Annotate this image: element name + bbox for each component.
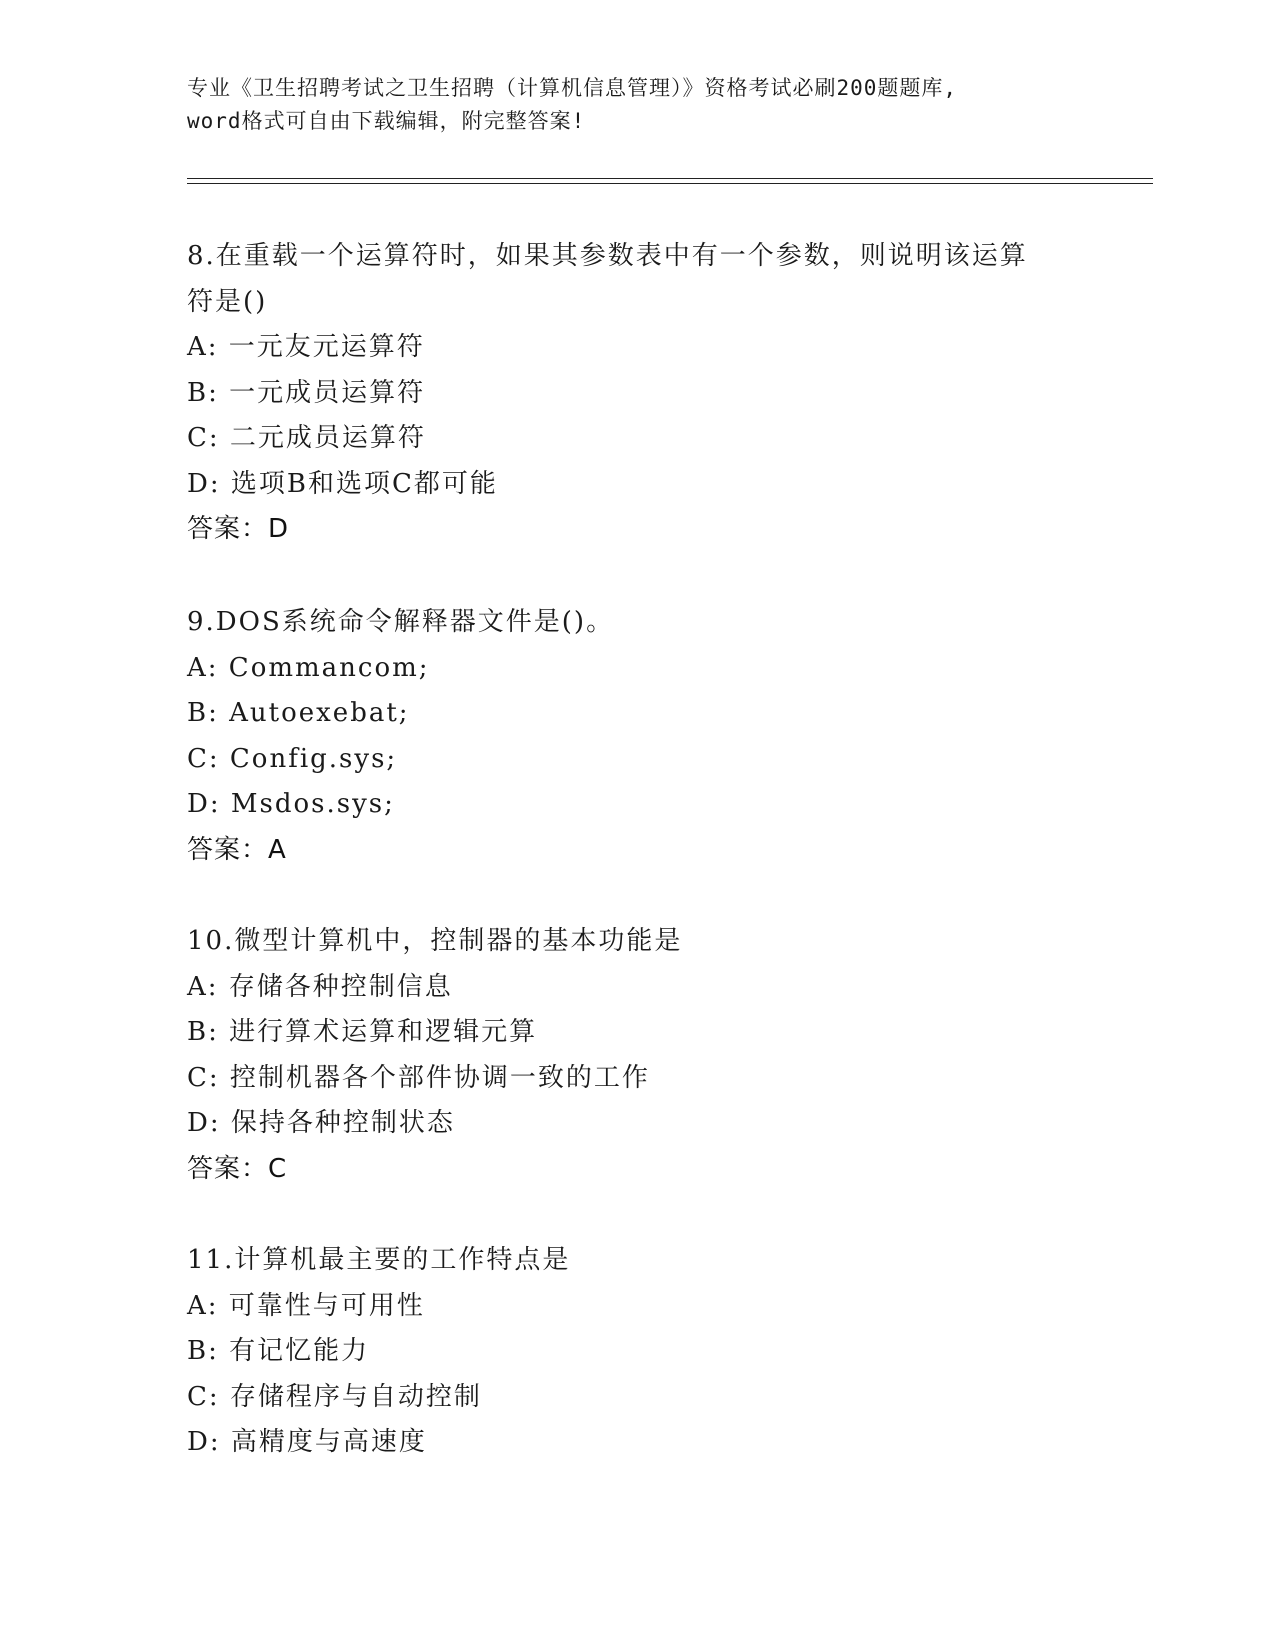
option-c: C: 控制机器各个部件协调一致的工作 bbox=[187, 1062, 650, 1093]
question-stem-line: 10.微型计算机中，控制器的基本功能是 bbox=[187, 926, 683, 956]
header-divider-top bbox=[187, 178, 1153, 179]
option-c: C: 二元成员运算符 bbox=[187, 423, 426, 453]
header-line-1: 专业《卫生招聘考试之卫生招聘（计算机信息管理）》资格考试必刷200题题库, bbox=[187, 76, 958, 100]
question-10 bbox=[187, 919, 1087, 1192]
header-line-2: word格式可自由下载编辑，附完整答案! bbox=[187, 109, 586, 133]
answer-label: 答案：D bbox=[187, 514, 290, 544]
option-d: D: Msdos.sys; bbox=[187, 789, 395, 819]
option-d: D: 保持各种控制状态 bbox=[187, 1108, 455, 1138]
question-8 bbox=[187, 234, 1087, 553]
question-stem-line: 9.DOS系统命令解释器文件是()。 bbox=[187, 607, 615, 637]
option-b: B: Autoexebat; bbox=[187, 698, 410, 728]
question-11 bbox=[187, 1238, 1087, 1466]
answer-label: 答案：C bbox=[187, 1153, 288, 1184]
option-b: B: 一元成员运算符 bbox=[187, 377, 426, 408]
option-b: B: 有记忆能力 bbox=[187, 1336, 370, 1366]
option-c: C: Config.sys; bbox=[187, 743, 398, 774]
option-d: D: 选项B和选项C都可能 bbox=[187, 468, 498, 499]
option-a: A: 一元友元运算符 bbox=[187, 332, 425, 362]
option-a: A: 存储各种控制信息 bbox=[187, 971, 453, 1002]
header-divider-bottom bbox=[187, 183, 1153, 184]
option-a: A: Commancom; bbox=[187, 652, 430, 683]
question-stem-line: 11.计算机最主要的工作特点是 bbox=[187, 1245, 571, 1275]
question-9 bbox=[187, 600, 1087, 873]
document-header bbox=[187, 72, 1087, 138]
answer-label: 答案：A bbox=[187, 834, 287, 865]
option-b: B: 进行算术运算和逻辑元算 bbox=[187, 1017, 538, 1047]
question-stem-line: 8.在重载一个运算符时，如果其参数表中有一个参数，则说明该运算 bbox=[187, 241, 1028, 271]
question-stem-line: 符是() bbox=[187, 286, 268, 317]
option-c: C: 存储程序与自动控制 bbox=[187, 1381, 482, 1412]
option-a: A: 可靠性与可用性 bbox=[187, 1290, 425, 1321]
option-d: D: 高精度与高速度 bbox=[187, 1427, 427, 1457]
